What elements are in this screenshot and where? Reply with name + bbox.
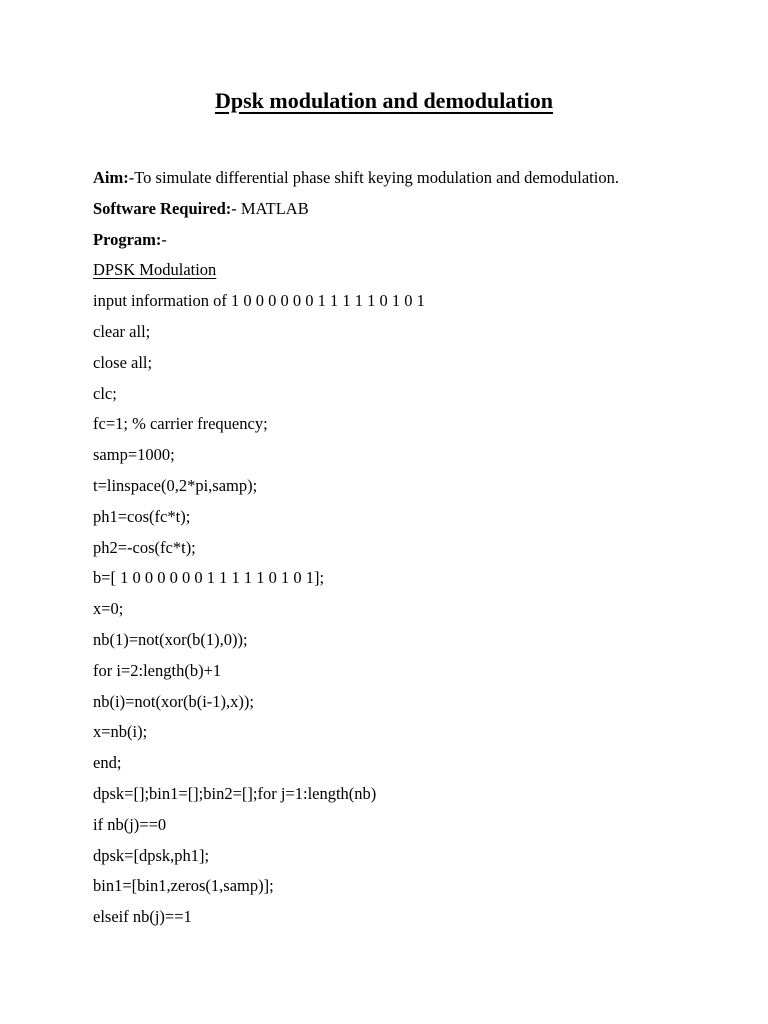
program-text: - [161,229,167,249]
code-line: for i=2:length(b)+1 [93,660,222,680]
code-line: nb(i)=not(xor(b(i-1),x)); [93,691,254,711]
code-line: samp=1000; [93,445,175,465]
code-line: if nb(j)==0 [93,814,167,834]
section-heading-line [93,257,733,288]
document-body [93,165,733,935]
software-line [93,196,733,227]
code-line: dpsk=[];bin1=[];bin2=[];for j=1:length(nb) [93,783,377,803]
aim-text: -To simulate differential phase shift keying modulation and demodulation. [128,168,619,187]
code-line: nb(1)=not(xor(b(1),0)); [93,629,248,649]
code-line: x=nb(i); [93,722,148,742]
code-line: clc; [93,383,117,403]
code-line: bin1=[bin1,zeros(1,samp)]; [93,876,274,896]
code-line: dpsk=[dpsk,ph1]; [93,845,210,865]
code-line: ph1=cos(fc*t); [93,506,191,526]
code-line: x=0; [93,599,124,619]
program-line [93,227,733,258]
code-line: t=linspace(0,2*pi,samp); [93,475,258,495]
document-title: Dpsk modulation and demodulation [214,88,554,113]
code-line: input information of 1 0 0 0 0 0 0 1 1 1 1 1 0 1 0 1 [93,291,425,311]
code-line: fc=1; % carrier frequency; [93,414,268,434]
software-label: Software Required: [93,198,232,218]
code-line: end; [93,753,122,773]
code-line: b=[ 1 0 0 0 0 0 0 1 1 1 1 1 0 1 0 1]; [93,568,325,588]
code-line: ph2=-cos(fc*t); [93,537,196,557]
aim-label: Aim: [93,168,129,187]
code-line: close all; [93,352,153,372]
software-text: - MATLAB [231,198,309,218]
code-line: clear all; [93,321,151,341]
aim-line [93,165,733,196]
program-label: Program: [93,229,162,249]
section-heading: DPSK Modulation [93,260,217,280]
code-line: elseif nb(j)==1 [93,907,192,927]
